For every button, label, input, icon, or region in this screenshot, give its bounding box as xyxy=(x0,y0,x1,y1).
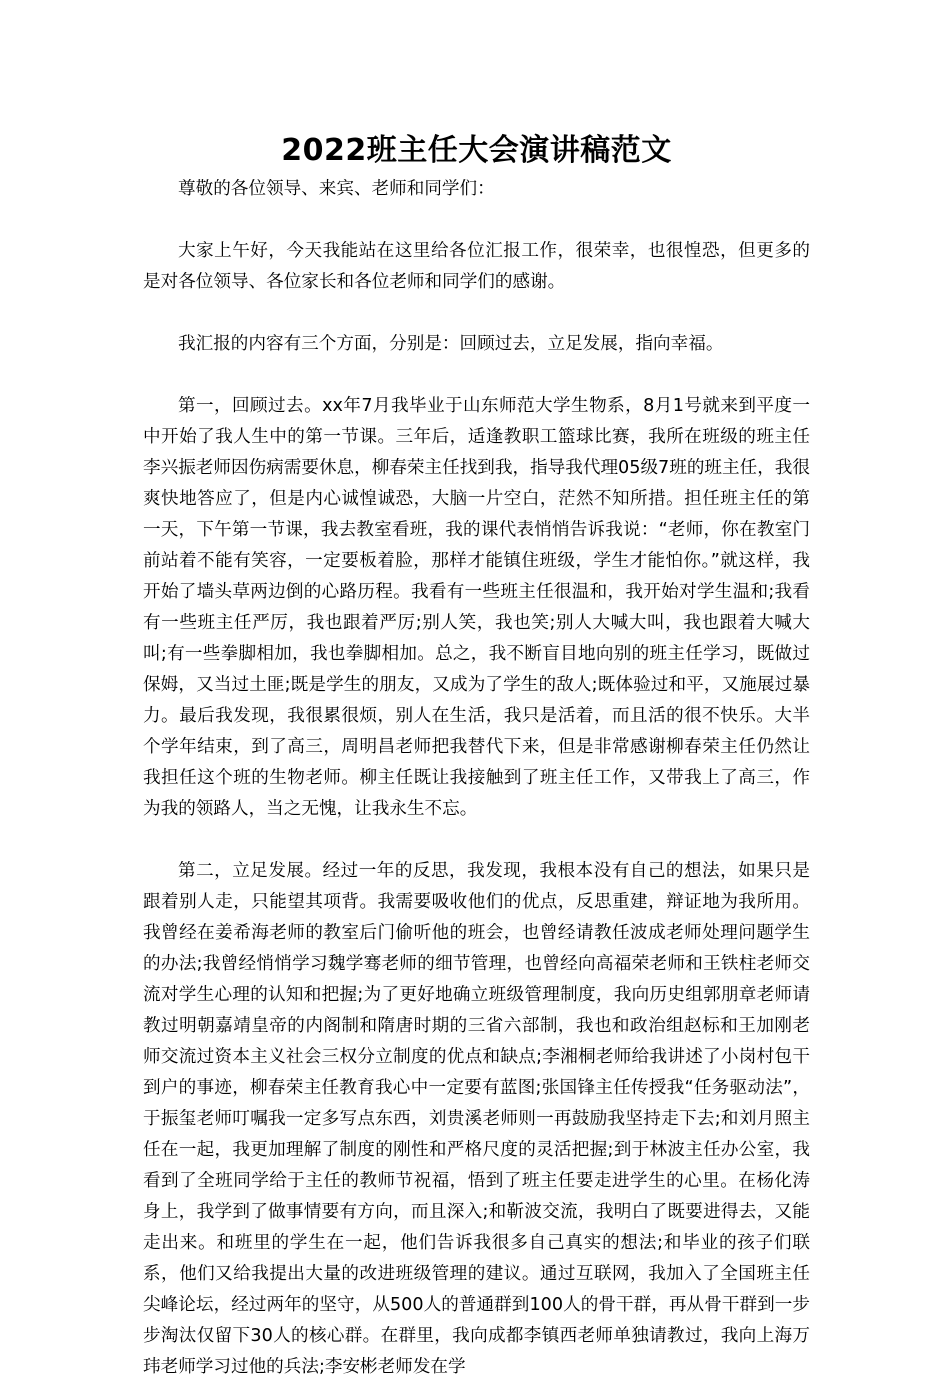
paragraph-gap xyxy=(143,825,810,856)
paragraph-gap xyxy=(143,360,810,391)
paragraph-review-past: 第一，回顾过去。xx年7月我毕业于山东师范大学生物系，8月1号就来到平度一中开始了我人生中的第一节课。三年后，适逢教职工篮球比赛，我所在班级的班主任李兴振老师因伤病需要休息，柳春荣主任找到我，指导我代理05级7班的班主任，我很爽快地答应了，但是内心诚惶诚恐，大脑一片空白，茫然不知所措。担任班主任的第一天，下午第一节课，我去教室看班，我的课代表悄悄告诉我说：“老师，你在教室门前站着不能有笑容，一定要板着脸，那样才能镇住班级，学生才能怕你。”就这样，我开始了墙头草两边倒的心路历程。我看有一些班主任很温和，我开始对学生温和;我看有一些班主任严厉，我也跟着严厉;别人笑，我也笑;别人大喊大叫，我也跟着大喊大叫;有一些拳脚相加，我也拳脚相加。总之，我不断盲目地向别的班主任学习，既做过保姆，又当过土匪;既是学生的朋友，又成为了学生的敌人;既体验过和平，又施展过暴力。最后我发现，我很累很烦，别人在生活，我只是活着，而且活的很不快乐。大半个学年结束，到了高三，周明昌老师把我替代下来，但是非常感谢柳春荣主任仍然让我担任这个班的生物老师。柳主任既让我接触到了班主任工作，又带我上了高三，作为我的领路人，当之无愧，让我永生不忘。 xyxy=(143,396,810,819)
paragraph-greeting: 大家上午好，今天我能站在这里给各位汇报工作，很荣幸，也很惶恐，但更多的是对各位领导、各位家长和各位老师和同学们的感谢。 xyxy=(143,241,810,292)
paragraph-development: 第二，立足发展。经过一年的反思，我发现，我根本没有自己的想法，如果只是跟着别人走，只能望其项背。我需要吸收他们的优点，反思重建，辩证地为我所用。我曾经在姜希海老师的教室后门偷听他的班会，也曾经请教任波成老师处理问题学生的办法;我曾经悄悄学习魏学骞老师的细节管理，也曾经向高福荣老师和王铁柱老师交流对学生心理的认知和把握;为了更好地确立班级管理制度，我向历史组郭朋章老师请教过明朝嘉靖皇帝的内阁制和隋唐时期的三省六部制，我也和政治组赵标和王加刚老师交流过资本主义社会三权分立制度的优点和缺点;李湘桐老师给我讲述了小岗村包干到户的事迹，柳春荣主任教育我心中一定要有蓝图;张国锋主任传授我“任务驱动法”，于振玺老师叮嘱我一定多写点东西，刘贵溪老师则一再鼓励我坚持走下去;和刘月照主任在一起，我更加理解了制度的刚性和严格尺度的灵活把握;到于林波主任办公室，我看到了全班同学给于主任的教师节祝福，悟到了班主任要走进学生的心里。在杨化涛身上，我学到了做事情要有方向，而且深入;和靳波交流，我明白了既要进得去，又能走出来。和班里的学生在一起，他们告诉我很多自己真实的想法;和毕业的孩子们联系，他们又给我提出大量的改进班级管理的建议。通过互联网，我加入了全国班主任尖峰论坛，经过两年的坚守，从500人的普通群到100人的骨干群，再从骨干群到一步步淘汰仅留下30人的核心群。在群里，我向成都李镇西老师单独请教过，我向上海万玮老师学习过他的兵法;李安彬老师发在学 xyxy=(143,861,810,1377)
salutation: 尊敬的各位领导、来宾、老师和同学们： xyxy=(178,179,495,199)
page-title: 2022班主任大会演讲稿范文 xyxy=(281,133,672,168)
paragraph-gap xyxy=(143,205,810,236)
paragraph-overview: 我汇报的内容有三个方面，分别是：回顾过去，立足发展，指向幸福。 xyxy=(178,334,724,354)
document-page xyxy=(143,128,810,1383)
paragraph-gap xyxy=(143,298,810,329)
